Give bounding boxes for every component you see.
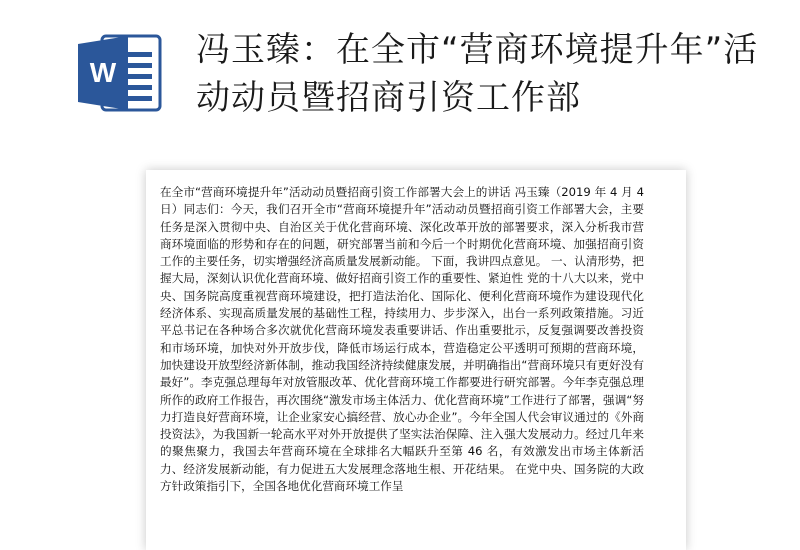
word-document-icon: [76, 32, 164, 114]
page-title: 冯玉臻：在全市“营商环境提升年”活动动员暨招商引资工作部: [196, 30, 759, 118]
word-icon-letter: W: [89, 57, 117, 88]
document-body-text: 在全市“营商环境提升年”活动动员暨招商引资工作部署大会上的讲话 冯玉臻（2019 年 4 月 4 日）同志们：今天，我们召开全市“营商环境提升年”活动动员暨招商引资工作部署大会，主要任务是深入贯彻中央、自治区关于优化营商环境、深化改革开放的部署要求，深入分析我市营商环境面临的形势和存在的问题，研究部署当前和今后一个时期优化营商环境、加强招商引资工作的主要任务，切实增强经济高质量发展新动能。 下面，我讲四点意见。 一、认清形势，把握大局，深刻认识优化营商环境、做好招商引资工作的重要性、紧迫性 党的十八大以来，党中央、国务院高度重视营商环境建设，把打造法治化、国际化、便利化营商环境作为建设现代化经济体系、实现高质量发展的基础性工程，持续用力、步步深入，出台一系列政策措施。习近平总书记在各种场合多次就优化营商环境发表重要讲话、作出重要批示，反复强调要改善投资和市场环境，加快对外开放步伐，降低市场运行成本，营造稳定公平透明可预期的营商环境，加快建设开放型经济新体制，推动我国经济持续健康发展，并明确指出“营商环境只有更好没有最好”。李克强总理每年对放管服改革、优化营商环境工作都要进行研究部署。今年李克强总理所作的政府工作报告，再次围绕“激发市场主体活力、优化营商环境”工作进行了部署，强调“努力打造良好营商环境，让企业家安心搞经营、放心办企业”。今年全国人代会审议通过的《外商投资法》，为我国新一轮高水平对外开放提供了坚实法治保障、注入强大发展动力。经过几年来的聚焦聚力，我国去年营商环境在全球排名大幅跃升至第 46 名，有效激发出市场主体新活力、经济发展新动能，有力促进五大发展理念落地生根、开花结果。 在党中央、国务院的大政方针政策指引下，全国各地优化营商环境工作呈: [160, 185, 644, 494]
header: [0, 0, 800, 150]
